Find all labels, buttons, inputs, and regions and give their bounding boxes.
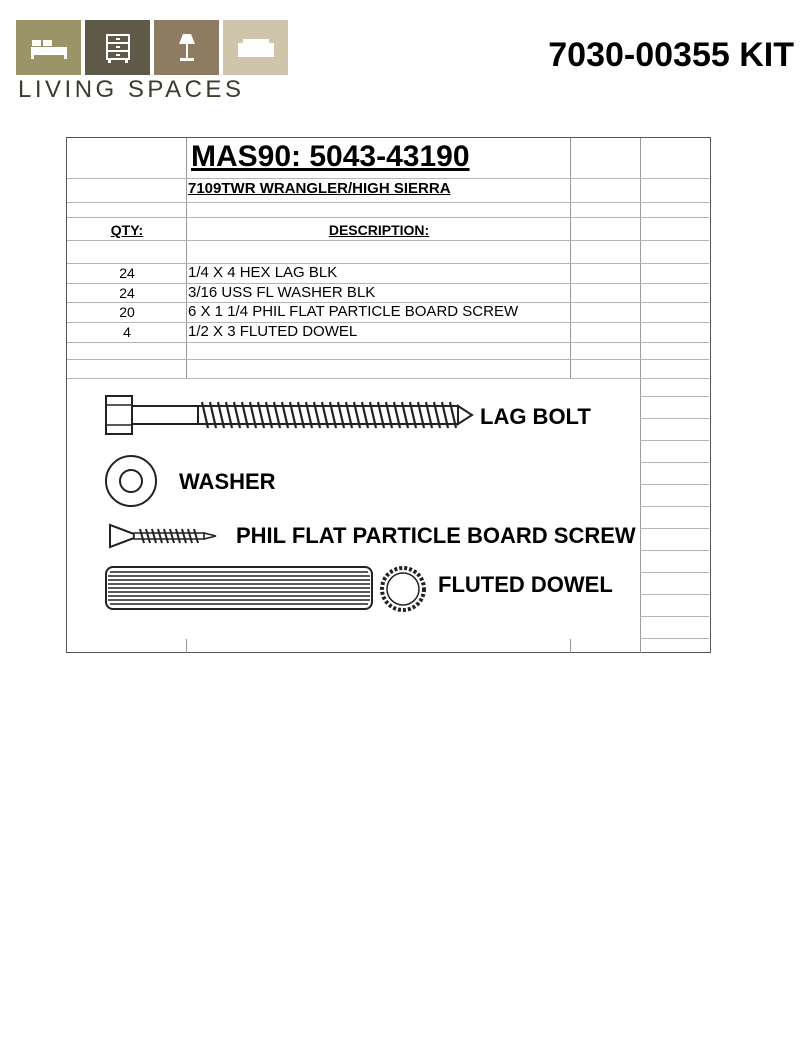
table-row xyxy=(67,263,707,283)
brand-name: LIVING SPACES xyxy=(18,76,245,103)
mas90-title: MAS90: 5043-43190 xyxy=(191,140,470,173)
logo-tiles xyxy=(16,20,288,75)
grid-line xyxy=(640,462,709,463)
item-description: 1/2 X 3 FLUTED DOWEL xyxy=(188,323,358,340)
table-row xyxy=(67,302,707,322)
grid-line xyxy=(67,342,709,343)
parts-illustration xyxy=(70,379,640,639)
bed-icon xyxy=(16,20,81,75)
living-spaces-logo xyxy=(16,20,292,104)
grid-line xyxy=(67,217,709,218)
qty-header: QTY: xyxy=(110,222,144,238)
grid-line xyxy=(640,396,709,397)
item-qty: 24 xyxy=(119,265,135,281)
item-qty: 4 xyxy=(123,324,131,340)
description-header: DESCRIPTION: xyxy=(328,222,430,238)
lag-bolt-label: LAG BOLT xyxy=(480,404,591,429)
grid-line xyxy=(640,616,709,617)
table-row xyxy=(67,322,707,342)
grid-line xyxy=(67,240,709,241)
grid-line xyxy=(67,359,709,360)
washer-label: WASHER xyxy=(179,469,276,494)
dowel-label: FLUTED DOWEL xyxy=(438,572,613,597)
product-subtitle: 7109TWR WRANGLER/HIGH SIERRA xyxy=(188,180,451,197)
grid-line xyxy=(640,638,709,639)
grid-line xyxy=(640,484,709,485)
grid-line xyxy=(67,202,709,203)
table-row xyxy=(67,283,707,303)
grid-line xyxy=(640,572,709,573)
screw-icon xyxy=(108,523,220,549)
item-qty: 24 xyxy=(119,285,135,301)
item-description: 6 X 1 1/4 PHIL FLAT PARTICLE BOARD SCREW xyxy=(188,303,519,320)
kit-number: 7030-00355 KIT xyxy=(548,36,794,74)
sofa-icon xyxy=(223,20,288,75)
item-qty: 20 xyxy=(119,304,135,320)
grid-line xyxy=(640,550,709,551)
grid-line xyxy=(640,440,709,441)
grid-line xyxy=(640,594,709,595)
grid-line xyxy=(640,506,709,507)
item-description: 1/4 X 4 HEX LAG BLK xyxy=(188,264,338,281)
lamp-icon xyxy=(154,20,219,75)
dowel-end-icon xyxy=(378,564,428,614)
washer-icon xyxy=(103,453,159,509)
fluted-dowel-icon xyxy=(104,565,378,611)
screw-label: PHIL FLAT PARTICLE BOARD SCREW xyxy=(236,523,636,548)
lag-bolt-icon xyxy=(104,394,476,438)
hardware-sheet xyxy=(66,137,711,653)
grid-line xyxy=(67,178,709,179)
item-description: 3/16 USS FL WASHER BLK xyxy=(188,284,376,301)
nightstand-icon xyxy=(85,20,150,75)
grid-line xyxy=(640,418,709,419)
grid-line xyxy=(640,528,709,529)
